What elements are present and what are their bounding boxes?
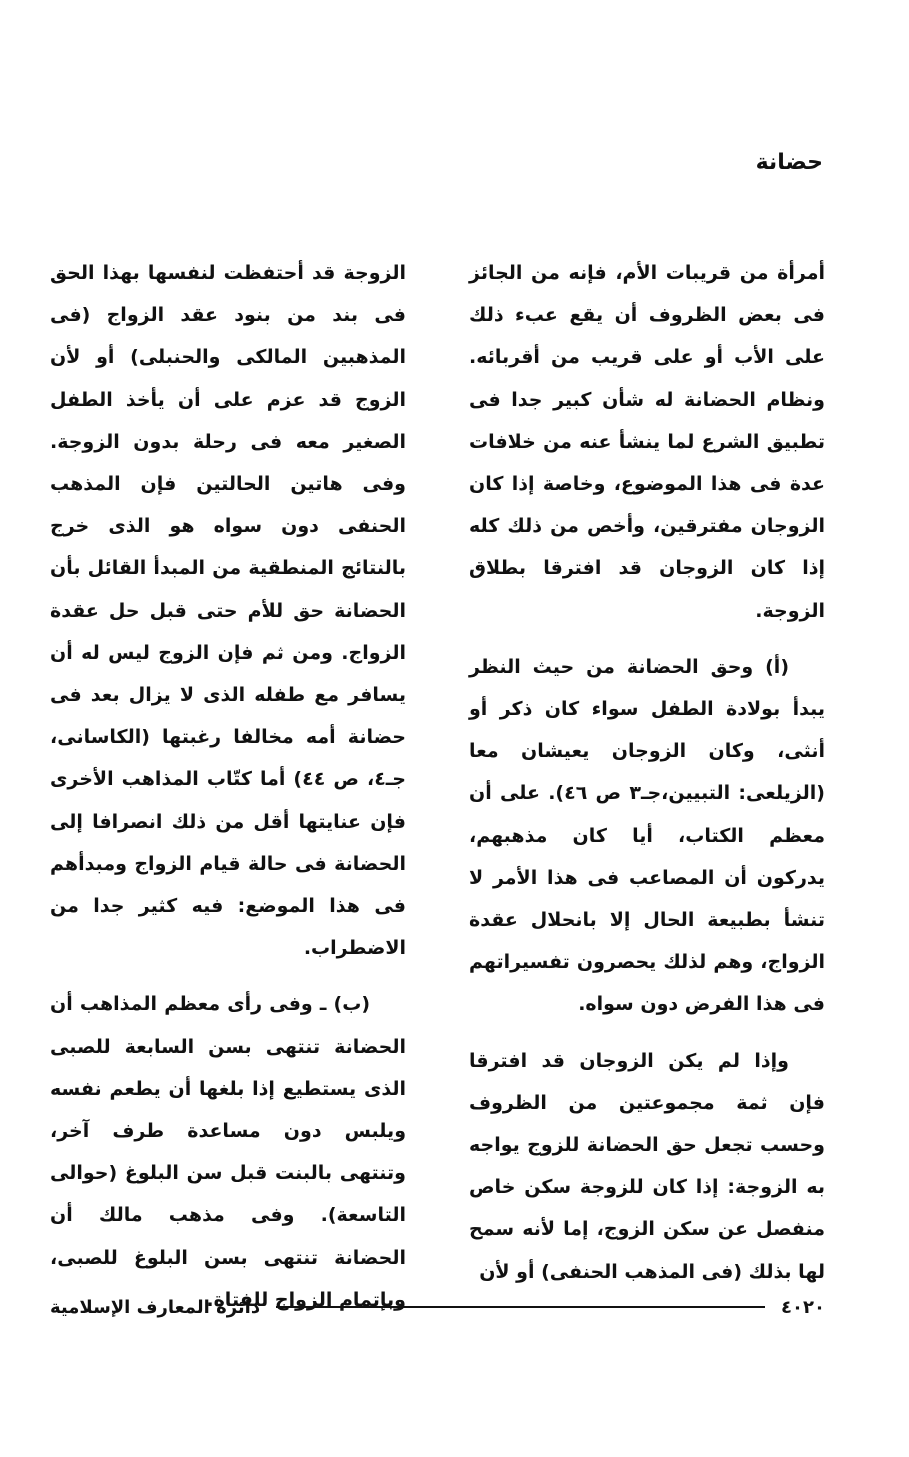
footer-rule [276,1306,765,1308]
page-number: ٤٠٢٠ [781,1296,825,1318]
paragraph: (أ) وحق الحضانة من حيث النظر يبدأ بولادة الطفل سواء كان ذكر أو أنثى، وكان الزوجان يعيشان معا (الزيلعى: التبيين،جـ٣ ص ٤٦). على أن معظم الكتاب، أيا كان مذهبهم، يدركون أن المصاعب فى هذا الأمر لا تنشأ بطبيعة الحال إلا بانحلال عقدة الزواج، وهم لذلك يحصرون تفسيراتهم فى هذا الفرض دون سواه. [469,655,825,1016]
publication-title: دائرة المعارف الإسلامية [50,1296,261,1318]
paragraph: وإذا لم يكن الزوجان قد افترقا فإن ثمة مجموعتين من الظروف وحسب تجعل حق الحضانة للزوج يواجه به الزوجة: إذا كان للزوجة سكن خاص منفصل عن سكن الزوج، إما لأنه سمح لها بذلك (فى المذهب الحنفى) أو لأن [469,1049,825,1283]
paragraph: (ب) ـ وفى رأى معظم المذاهب أن الحضانة تنتهى بسن السابعة للصبى الذى يستطيع إذا بلغها أن يطعم نفسه ويلبس دون مساعدة طرف آخر، وتنتهى بالبنت قبل سن البلوغ (حوالى التاسعة). وفى مذهب مالك أن الحضانة تنتهى بسن البلوغ للصبى، وبإتمام الزواج للفتاة. [50,993,406,1311]
paragraph: أمرأة من قريبات الأم، فإنه من الجائز فى بعض الظروف أن يقع عبء ذلك على الأب أو على قريب من أقربائه. ونظام الحضانة له شأن كبير جدا فى تطبيق الشرع لما ينشأ عنه من خلافات عدة فى هذا الموضوع، وخاصة إذا كان الزوجان مفترقين، وأخص من ذلك كله إذا كان الزوجان قد افترقا بطلاق الزوجة. [469,262,825,622]
paragraph: الزوجة قد أحتفظت لنفسها بهذا الحق فى بند من بنود عقد الزواج (فى المذهبين المالكى والحنبلى) أو لأن الزوج قد عزم على أن يأخذ الطفل الصغير معه فى رحلة بدون الزوجة. وفى هاتين الحالتين فإن المذهب الحنفى دون سواه هو الذى خرج بالنتائج المنطقية من المبدأ القائل بأن الحضانة حق للأم حتى قبل حل عقدة الزواج. ومن ثم فإن الزوج ليس له أن يسافر مع طفله الذى لا يزال بعد فى حضانة أمه مخالفا رغبتها (الكاسانى، جـ٤، ص ٤٤) أما كتّاب المذاهب الأخرى فإن عنايتها أقل من ذلك انصرافا إلى الحضانة فى حالة قيام الزواج ومبدأهم فى هذا الموضع: فيه كثير جدا من الاضطراب. [50,262,406,960]
running-header: حضانة [755,150,823,175]
right-column [469,252,825,1307]
page-footer [50,1292,825,1322]
left-column [50,252,406,1335]
